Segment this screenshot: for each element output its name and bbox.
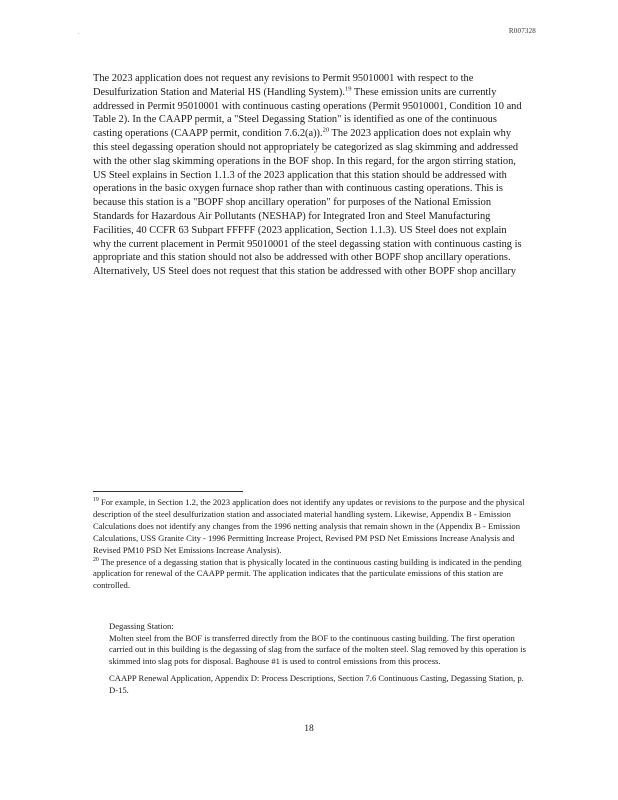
footnote-20-marker: 20: [93, 556, 99, 563]
quote-title: Degassing Station:: [109, 621, 174, 631]
page-number: 18: [304, 724, 314, 734]
footnote-20-text: The presence of a degassing station that is physically located in the continuous casting building is indicated in the pending application for renewal of the CAAPP permit. The application indicates that the particulate emissions of this station are controlled.: [93, 556, 522, 591]
main-paragraph-part-3: The 2023 application does not explain why this steel degassing operation should not appropriately be categorized as slag skimming and addressed with the other slag skimming operations in the BOF shop. In this regard, for the argon stirring station, US Steel explains in Section 1.1.3 of the 2023 application that this station should be addressed with operations in the basic oxygen furnace shop rather than with continuous casting operations. This is because this station is a "BOPF shop ancillary operation" for purposes of the National Emission Standards for Hazardous Air Pollutants (NESHAP) for Integrated Iron and Steel Manufacturing Facilities, 40 CCFR 63 Subpart FFFFF (2023 application, Section 1.1.3). US Steel does not explain why the current placement in Permit 95010001 of the steel degassing station with continuous casting is appropriate and this station should not also be addressed with other BOPF shop ancillary operations. Alternatively, US Steel does not request that this station be addressed with other BOPF shop ancillary: [93, 128, 522, 278]
footnote-19-text: For example, in Section 1.2, the 2023 application does not identify any updates or revisions to the purpose and the physical description of the steel desulfurization station and associated material handling system. Likewise, Appendix B - Emission Calculations does not identify any changes from the 1996 netting analysis that remain shown in the (Appendix B - Emission Calculations, USS Granite City - 1996 Permitting Increase Project, Revised PM PSD Net Emissions Increase Analysis and Revised PM10 PSD Net Emissions Increase Analysis).: [93, 497, 525, 555]
footnote-19: [93, 497, 533, 557]
bates-number: R007328: [508, 27, 536, 35]
footnote-20: [93, 557, 533, 593]
footnote-separator: [93, 491, 243, 492]
main-paragraph: [93, 72, 525, 279]
footnote-20-reference[interactable]: 20: [322, 126, 330, 134]
main-paragraph-part-1: The 2023 application does not request any revisions to Permit 95010001 with respect to the Desulfurization Station and Material HS (Handling System).: [93, 73, 474, 98]
footnotes: [93, 497, 533, 592]
quote-body: Molten steel from the BOF is transferred directly from the BOF to the continuous casting building. The first operation carried out in this building is the degassing of slag from the surface of the molten steel. Slag removed by this operation is skimmed into slag pots for disposal. Baghouse #1 is used to control emissions from this process.: [109, 632, 526, 666]
scan-mark: .: [78, 30, 80, 36]
main-paragraph-part-2: These emission units are currently addressed in Permit 95010001 with continuous casting operations (Permit 95010001, Condition 10 and Table 2). In the CAAPP permit, a "Steel Degassing Station" is identified as one of the continuous casting operations (CAAPP permit, condition 7.6.2(a)).: [93, 86, 522, 140]
footnote-19-reference[interactable]: 19: [344, 85, 352, 93]
block-quote: [109, 621, 529, 697]
quote-citation: CAAPP Renewal Application, Appendix D: Process Descriptions, Section 7.6 Continuous Casting, Degassing Station, p. D-15.: [109, 673, 524, 695]
footnote-19-marker: 19: [93, 497, 99, 504]
